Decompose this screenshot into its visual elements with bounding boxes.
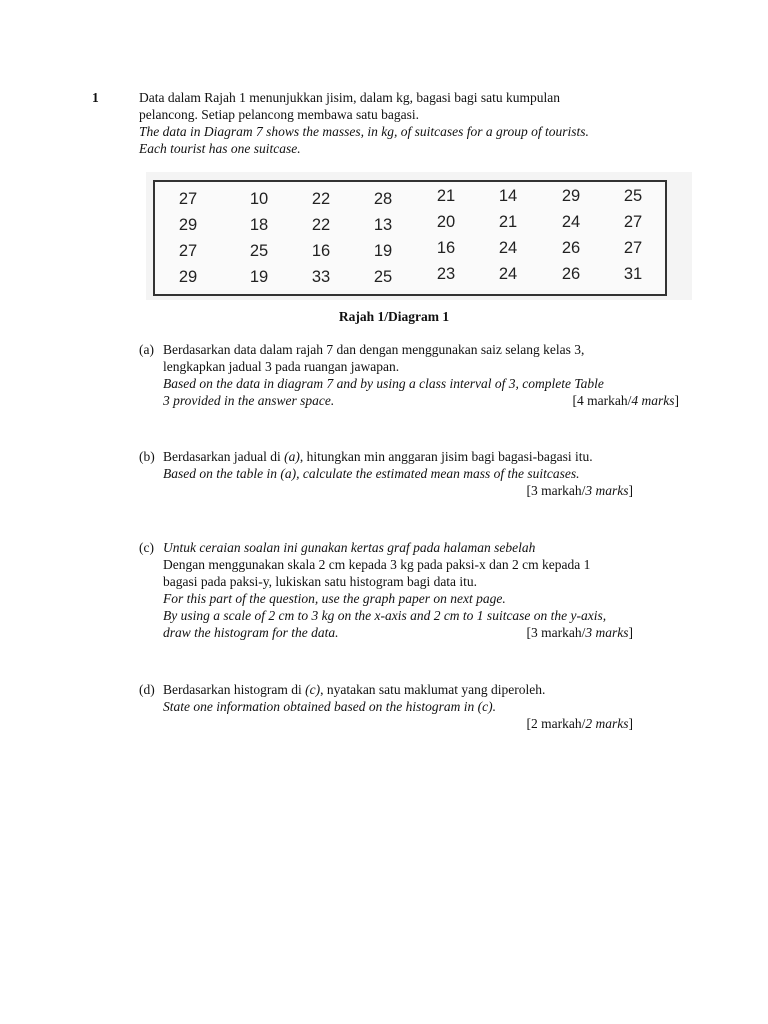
- intro-english-line: Each tourist has one suitcase.: [139, 141, 301, 156]
- data-cell: 22: [311, 190, 331, 208]
- part-c-english-line: draw the histogram for the data.: [163, 625, 339, 640]
- marks-english: 4 marks: [631, 393, 675, 408]
- data-cell: 31: [623, 265, 643, 283]
- marks-suffix: ]: [628, 716, 633, 731]
- data-cell: 24: [561, 213, 581, 231]
- data-cell: 23: [436, 265, 456, 283]
- data-cell: 21: [498, 213, 518, 231]
- data-cell: 27: [623, 213, 643, 231]
- part-b-marks: [163, 482, 633, 499]
- data-cell: 25: [373, 268, 393, 286]
- diagram-caption: Rajah 1/Diagram 1: [338, 309, 450, 324]
- data-cell: 25: [623, 187, 643, 205]
- intro-malay-line: Data dalam Rajah 1 menunjukkan jisim, dalam kg, bagasi bagi satu kumpulan: [139, 90, 561, 105]
- part-d-english-line: State one information obtained based on the histogram in (c).: [163, 699, 496, 714]
- data-cell: 18: [249, 216, 269, 234]
- data-cell: 16: [311, 242, 331, 260]
- data-cell: 20: [436, 213, 456, 231]
- data-cell: 24: [498, 239, 518, 257]
- part-c-label: (c): [139, 540, 154, 555]
- data-table: [153, 180, 667, 296]
- part-d-marks: [163, 715, 633, 732]
- part-a-label: (a): [139, 342, 154, 357]
- part-b-malay-line: [163, 448, 679, 465]
- intro-malay-line: pelancong. Setiap pelancong membawa satu bagasi.: [139, 107, 420, 122]
- text-run-italic: (a): [284, 449, 300, 464]
- data-cell: 33: [311, 268, 331, 286]
- data-cell: 26: [561, 239, 581, 257]
- marks-suffix: ]: [628, 625, 633, 640]
- question-intro: [139, 89, 699, 157]
- data-cell: 22: [311, 216, 331, 234]
- text-run: Berdasarkan jadual di: [163, 449, 285, 464]
- part-a-marks: [573, 392, 679, 409]
- part-c-malay-italic-line: Untuk ceraian soalan ini gunakan kertas graf pada halaman sebelah: [163, 540, 536, 555]
- data-cell: 19: [249, 268, 269, 286]
- text-run: , nyatakan satu maklumat yang diperoleh.: [320, 682, 546, 697]
- marks-english: 3 marks: [585, 483, 629, 498]
- text-run-italic: (c): [305, 682, 321, 697]
- marks-prefix: [4 markah/: [572, 393, 632, 408]
- text-run: , hitungkan min anggaran jisim bagi bagasi-bagasi itu.: [299, 449, 593, 464]
- part-c-english-line: For this part of the question, use the graph paper on next page.: [163, 591, 506, 606]
- data-cell: 27: [178, 242, 198, 260]
- data-cell: 10: [249, 190, 269, 208]
- data-cell: 29: [561, 187, 581, 205]
- data-cell: 19: [373, 242, 393, 260]
- part-a-malay-line: lengkapkan jadual 3 pada ruangan jawapan.: [163, 359, 400, 374]
- marks-suffix: ]: [628, 483, 633, 498]
- part-c-malay-line: bagasi pada paksi-y, lukiskan satu histogram bagi data itu.: [163, 574, 478, 589]
- data-cell: 24: [498, 265, 518, 283]
- marks-prefix: [2 markah/: [526, 716, 586, 731]
- part-d-malay-line: [163, 681, 679, 698]
- part-a-english-line: Based on the data in diagram 7 and by using a class interval of 3, complete Table: [163, 376, 604, 391]
- data-cell: 29: [178, 216, 198, 234]
- data-cell: 27: [178, 190, 198, 208]
- part-c-marks: [527, 624, 633, 641]
- part-a-malay-line: Berdasarkan data dalam rajah 7 dan dengan menggunakan saiz selang kelas 3,: [163, 342, 585, 357]
- part-c-english-line: By using a scale of 2 cm to 3 kg on the x-axis and 2 cm to 1 suitcase on the y-axis,: [163, 608, 607, 623]
- intro-english-line: The data in Diagram 7 shows the masses, in kg, of suitcases for a group of tourists.: [139, 124, 589, 139]
- data-cell: 25: [249, 242, 269, 260]
- marks-english: 3 marks: [585, 625, 629, 640]
- data-cell: 28: [373, 190, 393, 208]
- marks-prefix: [3 markah/: [526, 483, 586, 498]
- part-b-english-line: Based on the table in (a), calculate the estimated mean mass of the suitcases.: [163, 466, 580, 481]
- data-cell: 13: [373, 216, 393, 234]
- data-cell: 27: [623, 239, 643, 257]
- part-b-label: (b): [139, 449, 155, 464]
- marks-suffix: ]: [674, 393, 679, 408]
- marks-prefix: [3 markah/: [526, 625, 586, 640]
- question-number: 1: [92, 90, 99, 105]
- data-cell: 21: [436, 187, 456, 205]
- part-c-malay-line: Dengan menggunakan skala 2 cm kepada 3 kg pada paksi-x dan 2 cm kepada 1: [163, 557, 591, 572]
- marks-english: 2 marks: [585, 716, 629, 731]
- part-a-english-line: 3 provided in the answer space.: [163, 393, 335, 408]
- data-cell: 16: [436, 239, 456, 257]
- data-cell: 29: [178, 268, 198, 286]
- part-d-label: (d): [139, 682, 155, 697]
- data-cell: 14: [498, 187, 518, 205]
- data-cell: 26: [561, 265, 581, 283]
- text-run: Berdasarkan histogram di: [163, 682, 306, 697]
